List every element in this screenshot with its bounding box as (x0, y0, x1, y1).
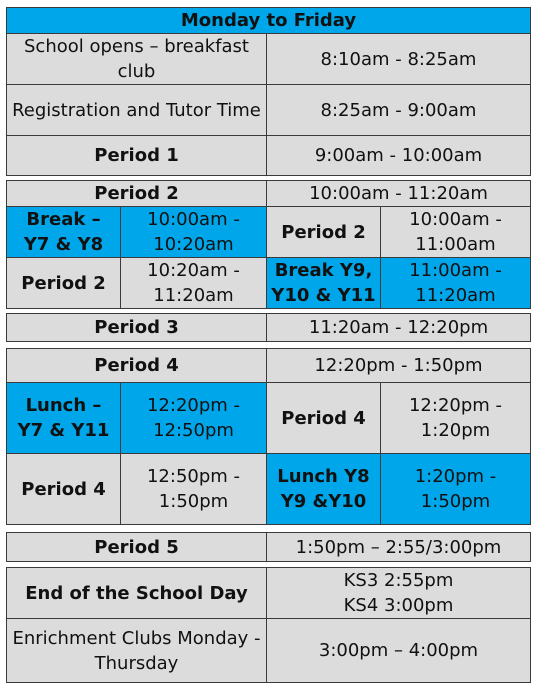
period-2-time: 10:20am - 11:20am (121, 258, 267, 309)
ks3-time: KS3 2:55pm (343, 570, 454, 591)
period-2-label: Period 2 (7, 181, 267, 207)
row-label: Registration and Tutor Time (7, 85, 267, 136)
break-y7-y8: Break – Y7 & Y8 (7, 207, 121, 258)
enrichment-clubs-time: 3:00pm – 4:00pm (267, 619, 531, 683)
table-period-3 (6, 313, 531, 342)
period-4-label: Period 4 (7, 349, 267, 383)
lunch-y8-y10-time: 1:20pm - 1:50pm (381, 454, 531, 525)
break-y9-y11-time: 11:00am - 11:20am (381, 258, 531, 309)
end-of-day-times (267, 568, 531, 619)
period-5-label: Period 5 (7, 533, 267, 562)
table-period-2 (6, 180, 531, 309)
period-5-time: 1:50pm – 2:55/3:00pm (267, 533, 531, 562)
period-2-label: Period 2 (7, 258, 121, 309)
row-time: 9:00am - 10:00am (267, 136, 531, 176)
period-4-label: Period 4 (7, 454, 121, 525)
break-y7-y8-time: 10:00am - 10:20am (121, 207, 267, 258)
lunch-y7-y11: Lunch – Y7 & Y11 (7, 383, 121, 454)
lunch-y8-y10: Lunch Y8 Y9 &Y10 (267, 454, 381, 525)
table-end-of-day (6, 567, 531, 683)
period-4-label: Period 4 (267, 383, 381, 454)
ks4-time: KS4 3:00pm (343, 595, 454, 616)
period-3-label: Period 3 (7, 314, 267, 342)
period-3-time: 11:20am - 12:20pm (267, 314, 531, 342)
period-4-time: 12:50pm - 1:50pm (121, 454, 267, 525)
end-of-day-label: End of the School Day (7, 568, 267, 619)
row-label: School opens – breakfast club (7, 34, 267, 85)
table-opening (6, 7, 531, 176)
table-period-5 (6, 532, 531, 562)
period-4-time: 12:20pm - 1:50pm (267, 349, 531, 383)
row-time: 8:10am - 8:25am (267, 34, 531, 85)
enrichment-clubs-label: Enrichment Clubs Monday - Thursday (7, 619, 267, 683)
period-2-time: 10:00am - 11:00am (381, 207, 531, 258)
break-y9-y11: Break Y9, Y10 & Y11 (267, 258, 381, 309)
row-label: Period 1 (7, 136, 267, 176)
period-2-time: 10:00am - 11:20am (267, 181, 531, 207)
row-time: 8:25am - 9:00am (267, 85, 531, 136)
table-period-4 (6, 348, 531, 525)
period-2-label: Period 2 (267, 207, 381, 258)
period-4-time: 12:20pm - 1:20pm (381, 383, 531, 454)
table-header: Monday to Friday (7, 8, 531, 34)
lunch-y7-y11-time: 12:20pm - 12:50pm (121, 383, 267, 454)
